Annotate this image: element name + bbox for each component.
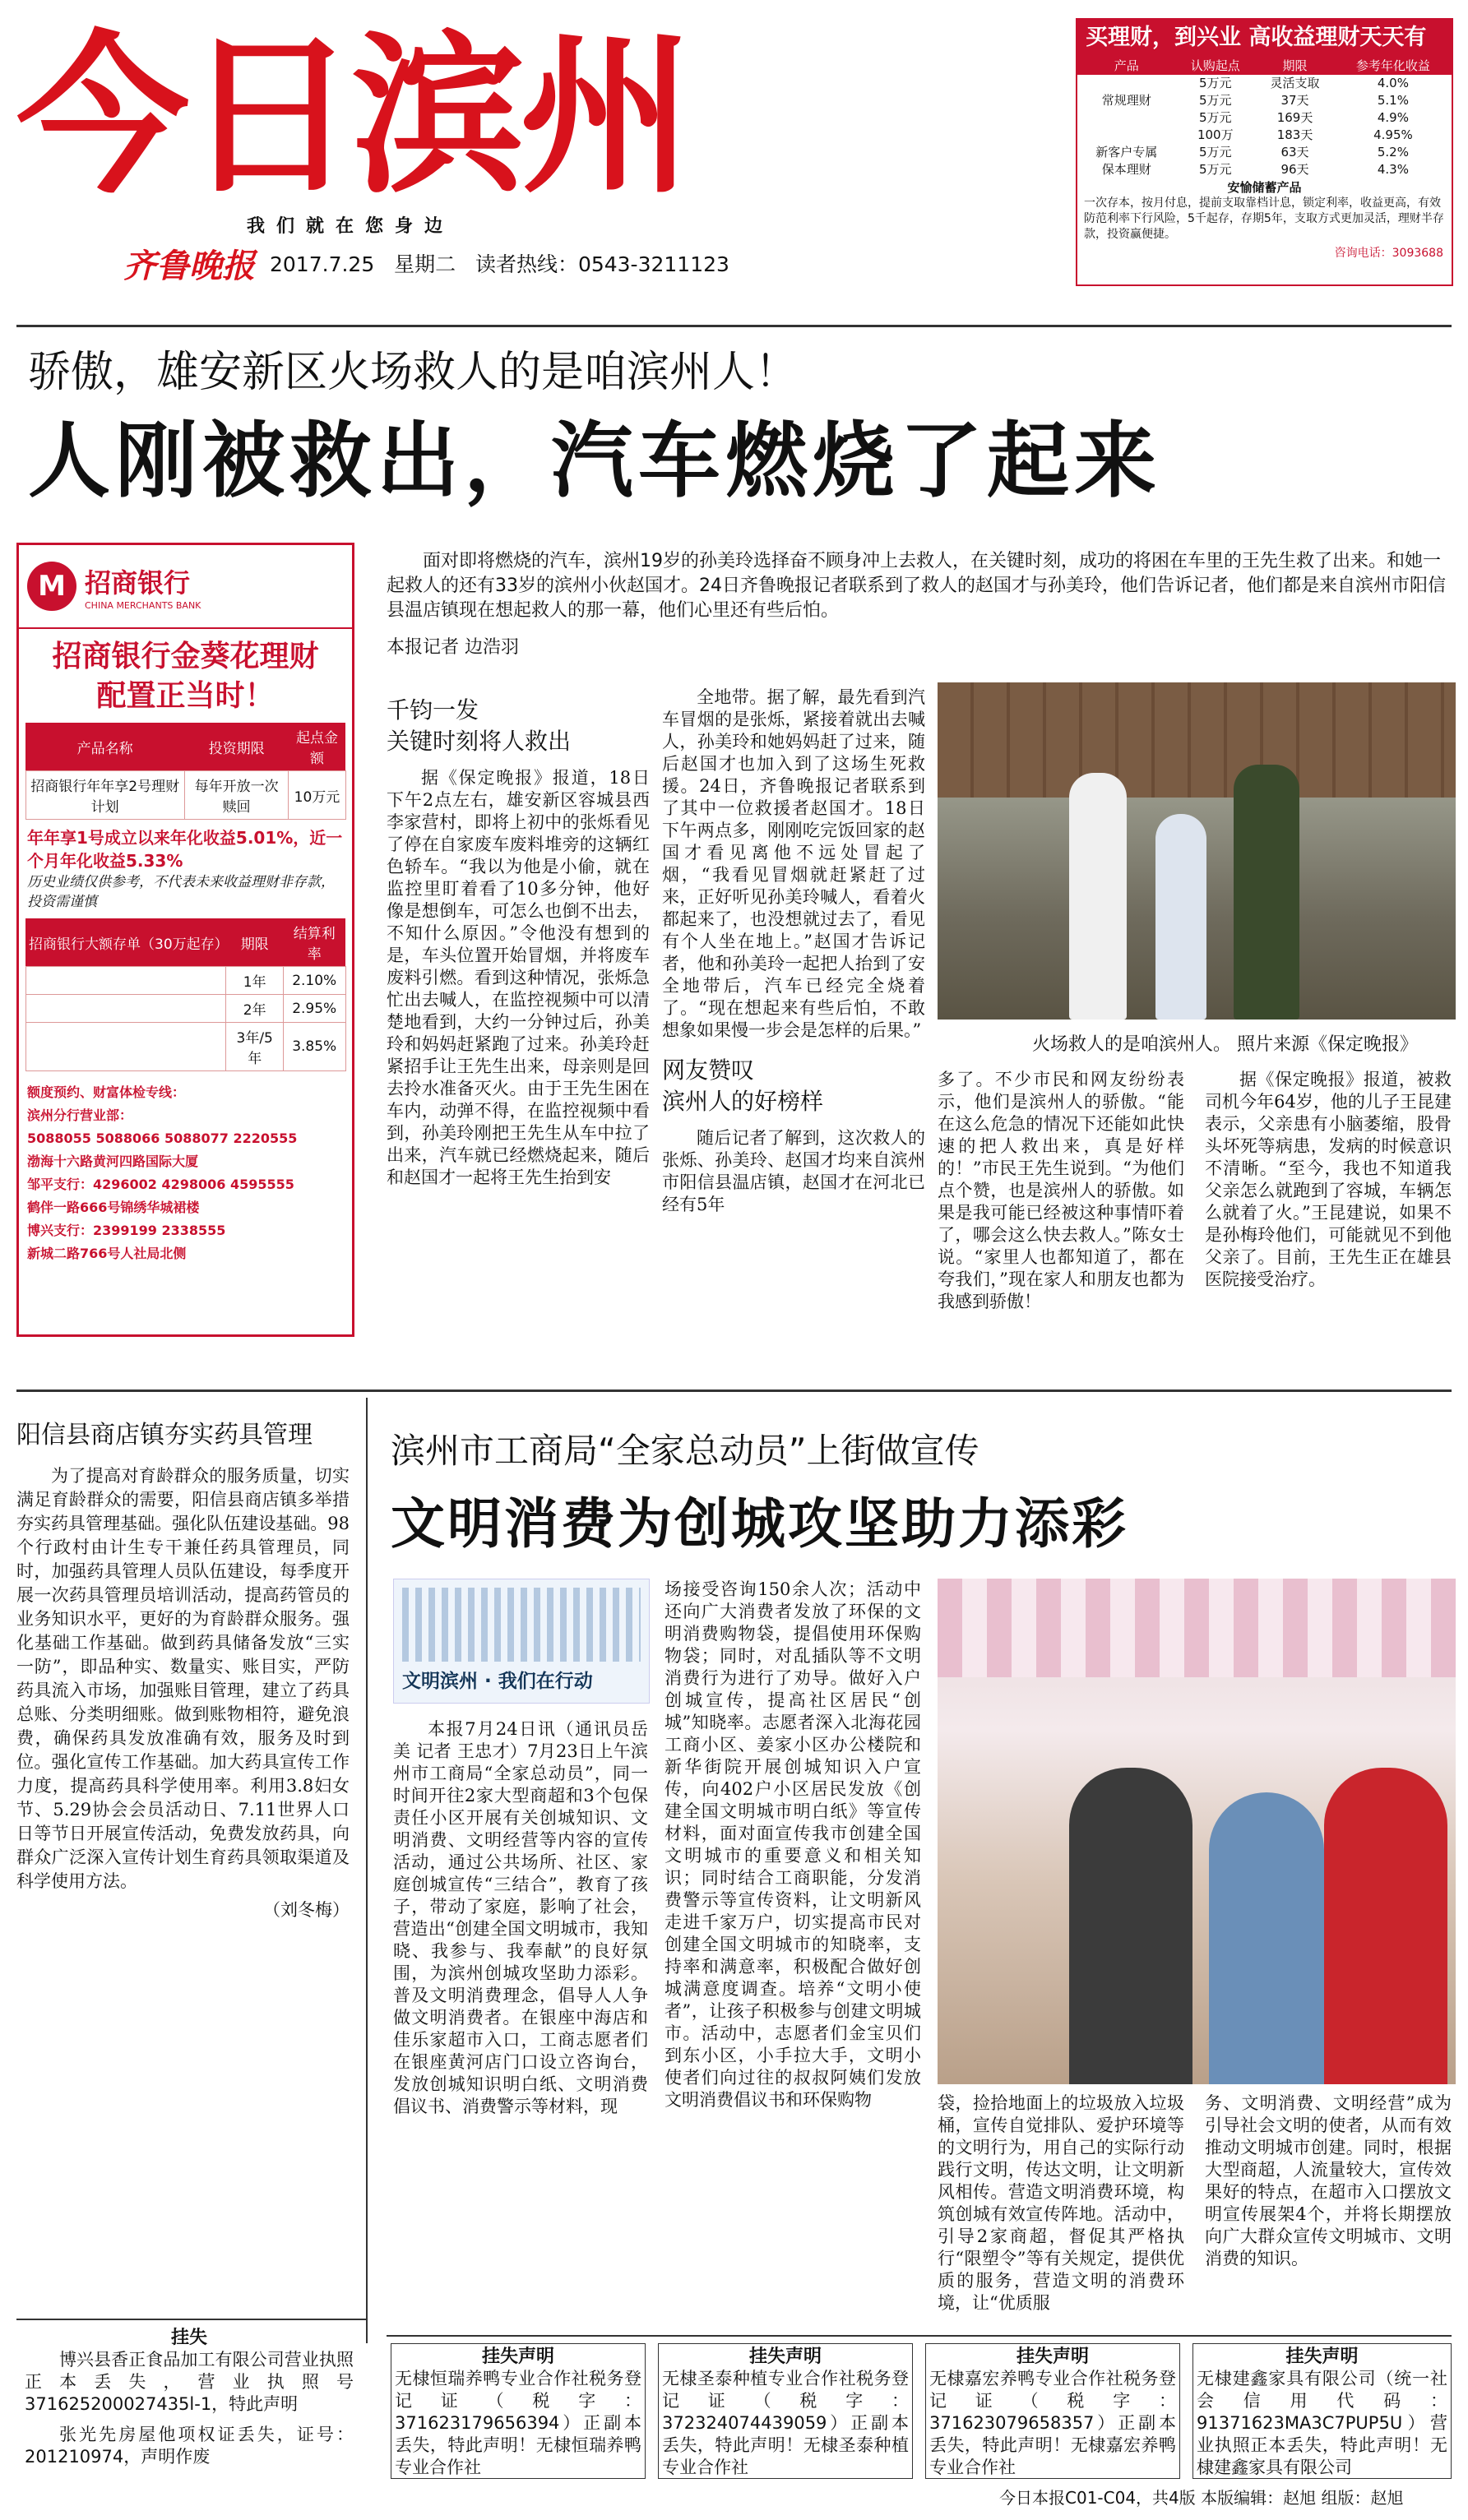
table-header: 招商银行大额存单（30万起存） — [25, 918, 226, 967]
table-cell: 5.1% — [1377, 93, 1409, 108]
table-header: 认购起点 — [1175, 56, 1255, 75]
table-cell: 4.9% — [1377, 110, 1409, 125]
cmb-product-table — [25, 723, 346, 820]
masthead-slogan: 我们就在您身边 — [247, 216, 455, 237]
paper-name: 齐鲁晚报 — [123, 247, 255, 285]
table-cell: 4.95% — [1373, 127, 1413, 142]
article-column — [393, 1718, 648, 2327]
contact-line: 邹平支行：4296002 4298006 4595555 — [27, 1177, 294, 1192]
bank-name-en: CHINA MERCHANTS BANK — [85, 599, 201, 611]
table-header: 期限 — [226, 918, 283, 967]
contact-line: 额度预约、财富体检专线： — [27, 1084, 186, 1100]
table-cell — [1077, 127, 1175, 144]
table-cell: 3年/5年 — [226, 1023, 283, 1071]
table-cell: 4.3% — [1377, 162, 1409, 177]
contact-line: 渤海十六路黄河四路国际大厦 — [27, 1154, 199, 1169]
mall-photo — [938, 1579, 1456, 2084]
table-cell: 100万 — [1197, 127, 1234, 142]
table-row — [25, 1023, 345, 1071]
table-row — [1077, 75, 1452, 92]
note-title: 安愉储蓄产品 — [1227, 180, 1302, 195]
lead-paragraph: 面对即将燃烧的汽车，滨州19岁的孙美玲选择奋不顾身冲上去救人，在关键时刻，成功的将困在车里的王先生救了出来。和她一起救人的还有33岁的滨州小伙赵国才。24日齐鲁晚报记者联系到了救人的赵国才与孙美玲，他们告诉记者，他们都是来自滨州市阳信县温店镇现在想起救人的那一幕，他们心里还有些后怕。 — [387, 551, 1446, 621]
bank-ad-header: 买理财，到兴业 高收益理财天天有 — [1077, 20, 1452, 56]
lost-notice-title: 挂失声明 — [1285, 2347, 1359, 2367]
article-text: 随后记者了解到，这次救人的张烁、孙美玲、赵国才均来自滨州市阳信县温店镇，赵国才在河北已经有5年 — [662, 1128, 925, 1214]
lead-byline: 本报记者 边浩羽 — [387, 637, 519, 658]
issue-date: 2017.7.25 — [270, 252, 375, 276]
subhead: 千钧一发 — [387, 696, 479, 724]
article-text: 场接受咨询150余人次；活动中还向广大消费者发放了环保的文明消费购物袋，提倡使用环保购物袋；同时，对乱插队等不文明消费行为进行了劝导。做好入户创城宣传，提高社区居民“创城”知晓率。志愿者深入北海花园工商小区、姜家小区办公楼院和新华街院开展创城知识入户宣传，向402户小区居民发放《创建全国文明城市明白纸》等宣传材料，面对面宣传我市创建全国文明城市的重要意义和相关知识；同时结合工商职能，分发消费警示等宣传资料，让文明新风走进千家万户，切实提高市民对创建全国文明城市的知晓率，支持率和满意率，积极配合做好创城满意度调查。培养“文明小使者”，让孩子积极参与创建文明城市。活动中，志愿者们金宝贝们到东小区，小手拉大手，文明小使者们向过往的叔叔阿姨们发放文明消费倡议书和环保购物 — [665, 1579, 921, 2110]
lost-notice — [1192, 2343, 1452, 2479]
table-cell: 3.85% — [283, 1023, 345, 1071]
article-text: 袋，捡拾地面上的垃圾放入垃圾桶，宣传自觉排队、爱护环境等的文明行为，用自己的实际行动践行文明，传达文明，让文明新风相传。营造文明消费环境，构筑创城有效宣传阵地。活动中，引导2家商超，督促其严格执行“限塑令”等有关规定，提供优质的服务，营造文明的消费环境，让“优质服 — [938, 2093, 1184, 2313]
divider — [366, 1398, 368, 2343]
issue-weekday: 星期二 — [394, 252, 456, 276]
lost-notice — [658, 2343, 913, 2479]
table-row — [25, 967, 345, 995]
table-row — [1077, 161, 1452, 178]
table-cell: 5万元 — [1199, 76, 1232, 90]
table-cell — [1077, 75, 1175, 92]
table-header: 结算利率 — [283, 918, 345, 967]
table-cell: 新客户专属 — [1095, 145, 1158, 160]
cmb-logo — [19, 545, 352, 629]
rescue-photo — [938, 682, 1456, 1020]
table-cell: 5.2% — [1377, 145, 1409, 160]
person-figure — [1069, 1768, 1192, 2084]
civilization-logo — [393, 1579, 650, 1704]
table-cell — [25, 967, 226, 995]
table-cell: 招商银行年年享2号理财计划 — [25, 771, 184, 820]
second-kicker: 滨州市工商局“全家总动员”上街做宣传 — [391, 1431, 979, 1471]
lost-notice-text: 张光先房屋他项权证丢失，证号：201210974，声明作废 — [25, 2425, 354, 2467]
lost-notice-text: 无棣恒瑞养鸭专业合作社税务登记证（税字：371623179656394）正副本丢失，特此声明！无棣恒瑞养鸭专业合作社 — [395, 2369, 641, 2477]
table-cell: 灵活支取 — [1270, 76, 1320, 90]
masthead-title: 今日滨州 — [16, 18, 688, 215]
article-text: 务、文明消费、文明经营”成为引导社会文明的使者，从而有效推动文明城市创建。同时，根据大型商超，人流量较大，宣传效果好的特点，在超市入口摆放文明宣传展架4个，并将长期摆放向广大群众宣传文明城市、文明消费的知识。 — [1205, 2093, 1452, 2268]
lost-notice-left — [25, 2327, 354, 2483]
table-cell: 2.10% — [283, 967, 345, 995]
side-article — [16, 1418, 350, 2323]
lost-notice-text: 无棣圣泰种植专业合作社税务登记证（税字：372324074439059）正副本丢失，特此声明！无棣圣泰种植专业合作社 — [662, 2369, 909, 2477]
cmb-contacts — [19, 1078, 352, 1269]
lost-notice-text: 无棣建鑫家具有限公司（统一社会信用代码：91371623MA3C7PUP5U）营业执照正本丢失，特此声明！无棣建鑫家具有限公司 — [1197, 2369, 1447, 2477]
photo-caption: 火场救人的是咱滨州人。 照片来源《保定晚报》 — [1032, 1034, 1418, 1055]
table-cell: 10万元 — [289, 771, 345, 820]
civilization-logo-text: 文明滨州 · 我们在行动 — [402, 1671, 593, 1692]
lost-notice-title: 挂失 — [170, 2328, 207, 2348]
table-cell — [25, 995, 226, 1023]
table-cell: 96天 — [1280, 162, 1309, 177]
table-row — [1077, 144, 1452, 161]
article-text: 为了提高对育龄群众的服务质量，切实满足育龄群众的需要，阳信县商店镇多举措夯实药具管理基础。强化队伍建设基础。98个行政村由计生专干兼任药具管理员，同时，加强药具管理人员队伍建设，每季度开展一次药具管理员培训活动，提高药管员的业务知识水平，更好的为育龄群众服务。强化基础工作基础。做到药具储备发放“三实一防”，即品种实、数量实、账目实，严防药具流入市场，加强账目管理，建立了药具总账、分类明细账。做到账物相符，避免浪费，确保药具发放准确有效，服务及时到位。强化宣传工作基础。加大药具宣传工作力度，提高药具科学使用率。利用3.8妇女节、5.29协会会员活动日、7.11世界人口日等节日开展宣传活动，免费发放药具，向群众广泛深入宣传计划生育药具领取渠道及科学使用方法。 — [16, 1466, 350, 1891]
page-footer: 今日本报C01-C04，共4版 本版编辑：赵旭 组版：赵旭 — [999, 2488, 1404, 2508]
table-row — [25, 771, 345, 820]
bank-ad-top — [1076, 18, 1453, 286]
cmb-ad — [16, 543, 354, 1337]
bank-ad-contact: 咨询电话：3093688 — [1334, 247, 1443, 260]
article-column — [665, 1579, 921, 2327]
person-figure — [1155, 814, 1206, 1020]
lost-notice-title: 挂失声明 — [1016, 2347, 1089, 2367]
table-cell: 2年 — [226, 995, 283, 1023]
article-column — [938, 1069, 1184, 1352]
article-column — [662, 687, 925, 1352]
person-figure — [1234, 765, 1299, 1020]
table-cell: 63天 — [1280, 145, 1309, 160]
lead-headline: 人刚被救出，汽车燃烧了起来 — [28, 413, 1161, 509]
table-cell: 2.95% — [283, 995, 345, 1023]
lost-notice-text: 无棣嘉宏养鸭专业合作社税务登记证（税字：371623079658357）正副本丢失，特此声明！无棣嘉宏养鸭专业合作社 — [929, 2369, 1176, 2477]
table-cell: 保本理财 — [1101, 162, 1151, 177]
table-header: 参考年化收益 — [1335, 56, 1452, 75]
contact-line: 鹤伴一路666号锦绣华城裙楼 — [27, 1200, 200, 1215]
table-cell: 5万元 — [1199, 145, 1232, 160]
cmb-promo: 年年享1号成立以来年化收益5.01%，近一个月年化收益5.33% — [27, 828, 343, 871]
cmb-slogan — [19, 637, 352, 716]
table-row — [25, 995, 345, 1023]
lost-notice — [925, 2343, 1180, 2479]
table-cell: 4.0% — [1377, 76, 1409, 90]
article-column — [938, 2092, 1184, 2327]
person-figure — [1209, 1792, 1324, 2084]
subhead: 关键时刻将人救出 — [387, 728, 572, 755]
side-article-author: （刘冬梅） — [263, 1900, 350, 1920]
lost-notice-title: 挂失声明 — [481, 2347, 554, 2367]
bank-ad-note — [1077, 178, 1452, 244]
divider — [16, 1389, 1452, 1392]
subhead: 网友赞叹 — [662, 1057, 755, 1084]
cmb-disclaimer: 历史业绩仅供参考，不代表未来收益理财非存款，投资需谨慎 — [27, 874, 335, 910]
dateline — [270, 248, 729, 278]
table-header: 期限 — [1255, 56, 1335, 75]
table-cell: 5万元 — [1199, 162, 1232, 177]
article-text: 全地带。据了解，最先看到汽车冒烟的是张烁，紧接着就出去喊人，孙美玲和她妈妈赶了过来，随后赵国才也加入到了这场生死救援。24日，齐鲁晚报记者联系到了其中一位救援者赵国才。18日下午两点多，刚刚吃完饭回家的赵国才看见离他不远处冒起了烟，“我看见冒烟就赶紧赶了过来，正好听见孙美玲喊人，看着火都起来了，也没想就过去了，看见有个人坐在地上。”赵国才告诉记者，他和孙美玲一起把人抬到了安全地带后，汽车已经完全烧着了。“现在想起来有些后怕，不敢想象如果慢一步会是怎样的后果。” — [662, 687, 925, 1040]
cmb-logo-icon: M — [27, 562, 76, 611]
contact-line: 5088055 5088066 5088077 2220555 — [27, 1131, 298, 1146]
contact-line: 新城二路766号人社局北侧 — [27, 1246, 187, 1261]
subhead: 滨州人的好榜样 — [662, 1088, 824, 1115]
article-column — [1205, 1069, 1452, 1352]
table-header: 起点金额 — [289, 723, 345, 771]
cmb-slogan-line: 招商银行金葵花理财 — [52, 640, 319, 673]
table-cell — [25, 1023, 226, 1071]
photo-balloons — [938, 1579, 1456, 1677]
table-cell: 5万元 — [1199, 110, 1232, 125]
table-header: 产品 — [1077, 56, 1175, 75]
table-cell: 169天 — [1276, 110, 1313, 125]
table-cell — [1077, 109, 1175, 127]
contact-line: 滨州分行营业部： — [27, 1107, 133, 1123]
table-header: 投资期限 — [184, 723, 289, 771]
table-cell: 常规理财 — [1101, 93, 1151, 108]
article-text: 据《保定晚报》报道，18日下午2点左右，雄安新区容城县西李家营村，即将上初中的张烁看见了停在自家废车废料堆旁的这辆红色轿车。“我以为他是小偷，就在监控里盯着看了10多分钟，他好像是想倒车，可怎么也倒不出去，不知什么原因。”令他没有想到的是，车头位置开始冒烟，并将废车废料引燃。看到这种情况，张烁急忙出去喊人，在监控视频中可以清楚地看到，大约一分钟过后，孙美玲和妈妈赶紧跑了过来。孙美玲赶紧招手让王先生出来，母亲则是回去拎水准备灭火。由于王先生困在车内，动弹不得，在监控视频中看到，孙美玲刚把王先生从车中拉了出来，汽车就已经燃烧起来，随后和赵国才一起将王先生抬到安 — [387, 768, 650, 1187]
cmb-deposit-table — [25, 918, 346, 1071]
table-row — [1077, 127, 1452, 144]
lost-notice-text: 博兴县香正食品加工有限公司营业执照正本丢失，营业执照号371625200027435l-1，特此声明 — [25, 2350, 354, 2414]
bank-name: 招商银行 — [85, 566, 191, 599]
article-text: 据《保定晚报》报道，被救司机今年64岁，他的儿子王昆建表示，父亲患有小脑萎缩，股骨头坏死等病患，发病的时候意识不清晰。“至今，我也不知道我父亲怎么就跑到了容城，车辆怎么就着了火。”王昆建说，如果不是孙梅玲他们，可能就见不到他父亲了。目前，王先生正在雄县医院接受治疗。 — [1205, 1070, 1452, 1289]
person-figure — [1069, 773, 1127, 1020]
table-cell: 37天 — [1280, 93, 1309, 108]
contact-line: 博兴支行：2399199 2338555 — [27, 1223, 226, 1238]
table-row — [1077, 92, 1452, 109]
second-headline: 文明消费为创城攻坚助力添彩 — [391, 1492, 1128, 1556]
divider — [16, 325, 1452, 327]
note-body: 一次存本，按月付息，提前支取靠档计息，锁定利率，收益更高，有效防范利率下行风险，5千起存，存期5年，支取方式更加灵活，理财半存款，投资赢便捷。 — [1084, 197, 1444, 241]
table-cell: 183天 — [1276, 127, 1313, 142]
article-column — [1205, 2092, 1452, 2327]
city-skyline-icon — [402, 1588, 641, 1662]
divider — [387, 2335, 1452, 2337]
divider — [16, 2319, 366, 2320]
article-text: 多了。不少市民和网友纷纷表示，他们是滨州人的骄傲。“能在这么危急的情况下还能如此快速的把人救出来，真是好样的！”市民王先生说到。“为他们点个赞，也是滨州人的骄傲。如果是我可能已经被这种事情吓着了，哪会这么快去救人。”陈女士说。“家里人也都知道了，都在夸我们，”现在家人和朋友也都为我感到骄傲！ — [938, 1070, 1184, 1311]
lost-notice-title: 挂失声明 — [748, 2347, 822, 2367]
table-cell: 1年 — [226, 967, 283, 995]
table-cell: 5万元 — [1199, 93, 1232, 108]
lead-kicker: 骄傲，雄安新区火场救人的是咱滨州人！ — [28, 348, 799, 397]
person-figure — [1324, 1768, 1447, 2084]
side-article-title: 阳信县商店镇夯实药具管理 — [16, 1421, 313, 1450]
article-text: 本报7月24日讯（通讯员岳美 记者 王忠才）7月23日上午滨州市工商局“全家总动员”，同一时间开往2家大型商超和3个包保责任小区开展有关创城知识、文明消费、文明经营等内容的宣传活动，通过公共场所、社区、家庭创城宣传“三结合”，教育了孩子，带动了家庭，影响了社会，营造出“创建全国文明城市，我知晓、我参与、我奉献”的良好氛围，为滨州创城攻坚助力添彩。普及文明消费理念，倡导人人争做文明消费者。在银座中海店和佳乐家超市入口，工商志愿者们在银座黄河店门口设立咨询台，发放创城知识明白纸、文明消费倡议书、消费警示等材料，现 — [393, 1719, 648, 2116]
table-row — [1077, 109, 1452, 127]
table-header: 产品名称 — [25, 723, 184, 771]
lost-notice — [391, 2343, 646, 2479]
article-column — [387, 695, 650, 1352]
cmb-slogan-line: 配置正当时！ — [96, 679, 275, 713]
photo-wall — [938, 682, 1456, 798]
reader-hotline: 读者热线：0543-3211123 — [475, 252, 729, 276]
table-cell: 每年开放一次赎回 — [184, 771, 289, 820]
bank-ad-table — [1077, 56, 1452, 178]
